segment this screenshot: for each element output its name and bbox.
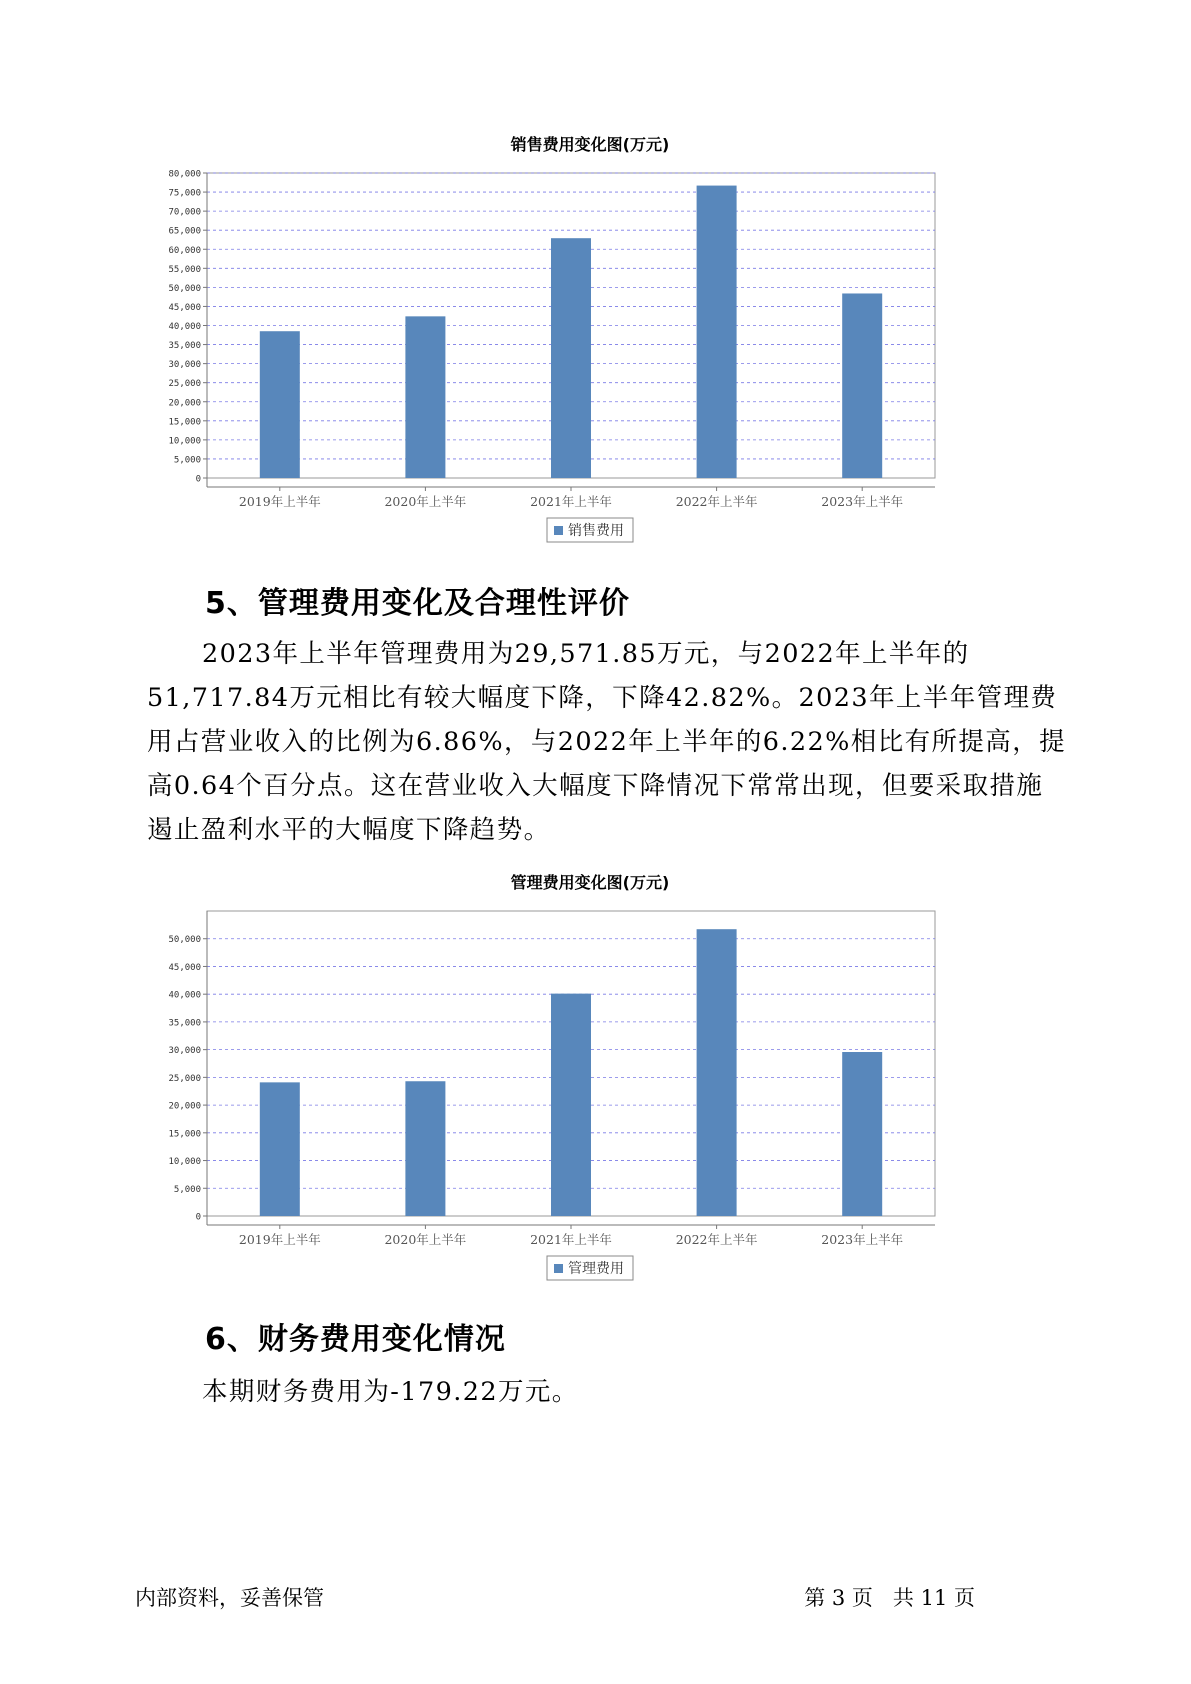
y-tick-label: 60,000: [168, 245, 201, 256]
x-tick-label: 2021年上半年: [530, 494, 612, 509]
bar-2022年上半年: [697, 186, 737, 478]
y-tick-label: 45,000: [168, 302, 201, 313]
y-tick-label: 50,000: [168, 283, 201, 294]
y-tick-label: 75,000: [168, 188, 201, 199]
y-tick-label: 40,000: [168, 322, 201, 332]
section-5-paragraph: 2023年上半年管理费用为29,571.85万元，与2022年上半年的51,717.84万元相比有较大幅度下降，下降42.82%。2023年上半年管理费用占营业收入的比例为6.86%，与2022年上半年的6.22%相比有所提高，提高0.64个百分点。这在营业收入大幅度下降情况下常常出现，但要采取措施遏止盈利水平的大幅度下降趋势。: [147, 639, 1067, 845]
legend-swatch: [554, 526, 563, 535]
sales-expense-chart: [150, 128, 1030, 548]
bar-2022年上半年: [697, 929, 737, 1216]
x-tick-label: 2021年上半年: [530, 1232, 612, 1247]
section-5-heading: 5、管理费用变化及合理性评价: [205, 586, 630, 621]
footer-page-number: 第 3 页 共 11 页: [804, 1586, 975, 1610]
bar-2021年上半年: [551, 238, 591, 478]
y-tick-label: 5,000: [173, 1184, 201, 1195]
y-tick-label: 55,000: [168, 264, 201, 275]
y-tick-label: 15,000: [168, 1129, 201, 1140]
footer-left: 内部资料，妥善保管: [135, 1586, 324, 1610]
y-tick-label: 35,000: [168, 341, 201, 352]
legend-label: 管理费用: [568, 1261, 624, 1277]
bar-2021年上半年: [551, 994, 591, 1216]
y-tick-label: 25,000: [168, 1073, 201, 1084]
y-tick-label: 0: [195, 1212, 201, 1223]
section-6-paragraph: 本期财务费用为-179.22万元。: [202, 1377, 579, 1407]
x-tick-label: 2020年上半年: [384, 1232, 467, 1247]
bar-2023年上半年: [842, 1052, 882, 1216]
legend-swatch: [554, 1264, 563, 1273]
y-tick-label: 30,000: [168, 1046, 201, 1057]
y-tick-label: 35,000: [168, 1018, 201, 1029]
admin-expense-chart: [150, 866, 1030, 1286]
bar-2019年上半年: [260, 331, 300, 478]
x-tick-label: 2020年上半年: [384, 494, 467, 509]
section-6-heading: 6、财务费用变化情况: [205, 1322, 506, 1357]
legend-label: 销售费用: [568, 523, 624, 539]
x-tick-label: 2022年上半年: [675, 1232, 758, 1247]
chart-title: 销售费用变化图(万元): [510, 135, 670, 154]
bar-2023年上半年: [842, 293, 882, 478]
y-tick-label: 65,000: [168, 226, 201, 237]
sales-expense-chart-svg: [150, 128, 1030, 548]
y-tick-label: 5,000: [173, 455, 201, 466]
y-tick-label: 0: [195, 474, 201, 485]
x-tick-label: 2022年上半年: [675, 494, 758, 509]
x-tick-label: 2019年上半年: [238, 494, 321, 509]
y-tick-label: 50,000: [168, 935, 201, 946]
y-tick-label: 20,000: [168, 1101, 201, 1112]
y-tick-label: 30,000: [168, 360, 201, 371]
y-tick-label: 45,000: [168, 962, 201, 973]
y-tick-label: 15,000: [168, 417, 201, 428]
x-tick-label: 2019年上半年: [238, 1232, 321, 1247]
chart-title: 管理费用变化图(万元): [510, 873, 670, 892]
bar-2020年上半年: [405, 316, 445, 478]
y-tick-label: 25,000: [168, 379, 201, 390]
bar-2019年上半年: [260, 1082, 300, 1216]
y-tick-label: 20,000: [168, 398, 201, 409]
admin-expense-chart-svg: [150, 866, 1030, 1286]
y-tick-label: 10,000: [168, 1157, 201, 1168]
y-tick-label: 80,000: [168, 169, 201, 180]
x-tick-label: 2023年上半年: [821, 1232, 904, 1247]
y-tick-label: 10,000: [168, 436, 201, 447]
y-tick-label: 70,000: [168, 207, 201, 218]
y-tick-label: 40,000: [168, 990, 201, 1001]
x-tick-label: 2023年上半年: [821, 494, 904, 509]
bar-2020年上半年: [405, 1081, 445, 1216]
